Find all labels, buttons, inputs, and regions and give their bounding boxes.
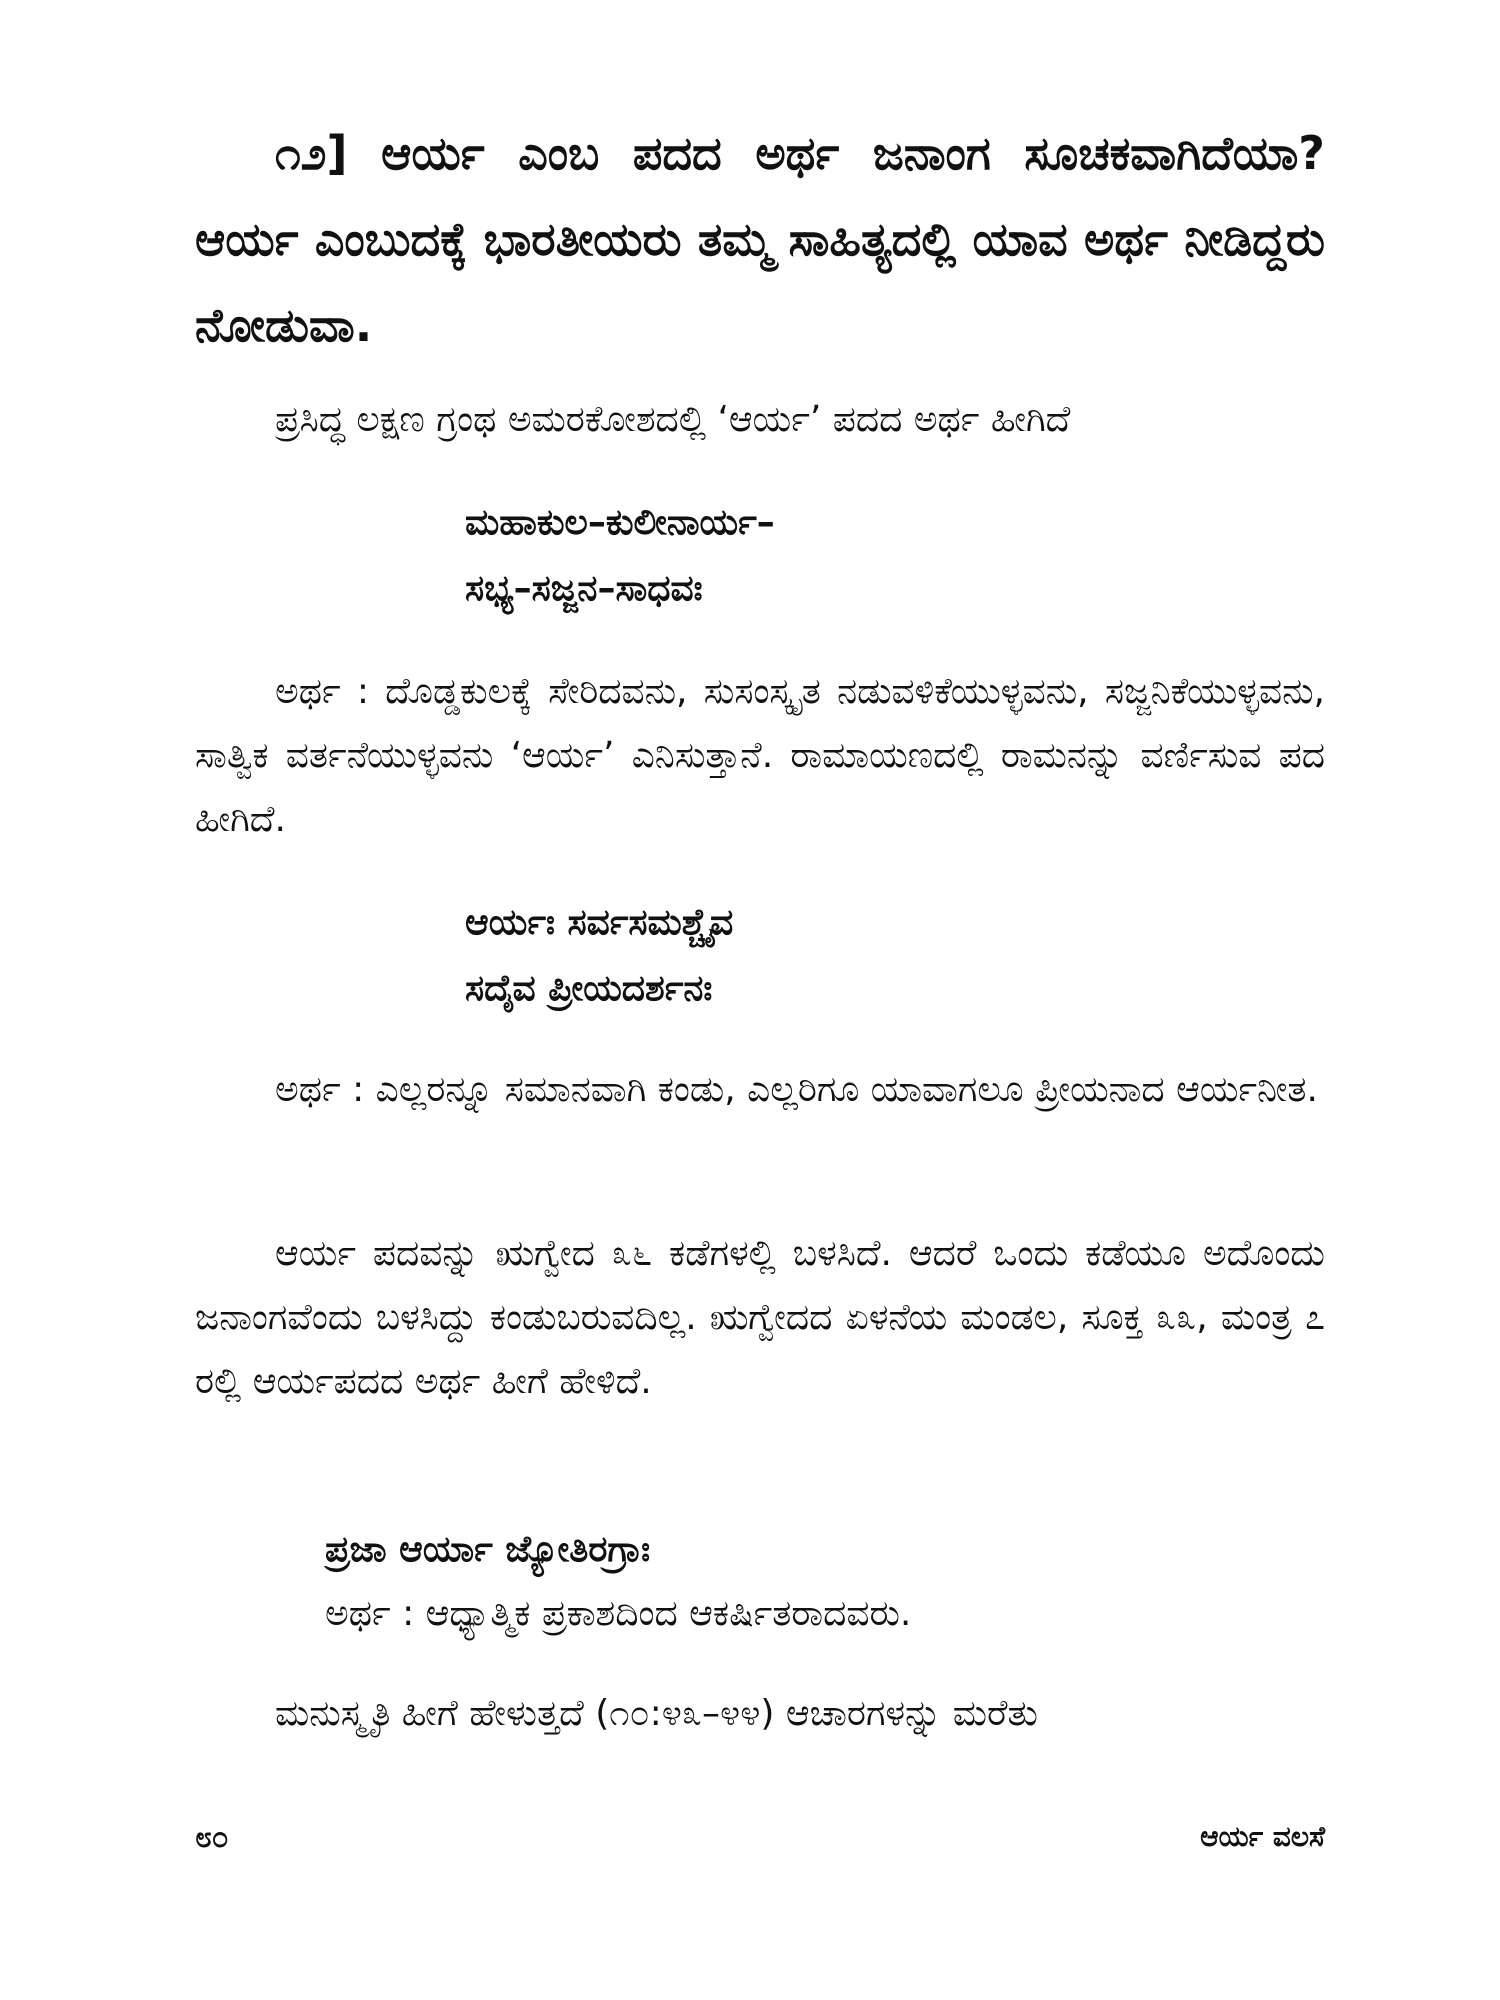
verse-line: ಪ್ರಜಾ ಆರ್ಯಾ ಜ್ಯೋತಿರಗ್ರಾಃ	[325, 1529, 651, 1570]
meaning-paragraph: ಅರ್ಥ : ಎಲ್ಲರನ್ನೂ ಸಮಾನವಾಗಿ ಕಂಡು, ಎಲ್ಲರಿಗೂ ಯಾವಾಗಲೂ ಪ್ರೀಯನಾದ ಆರ್ಯನೀತ.	[275, 1069, 1318, 1110]
page-number: ೮೦	[195, 1820, 229, 1855]
verse-line: ಸಭ್ಯ–ಸಜ್ಜನ–ಸಾಧವಃ	[465, 568, 703, 609]
verse-line: ಸದೈವ ಪ್ರೀಯದರ್ಶನಃ	[465, 968, 713, 1009]
verse-line: ಆರ್ಯಃ ಸರ್ವಸಮಶ್ಚೈವ	[465, 902, 734, 943]
verse-line: ಮಹಾಕುಲ–ಕುಲೀನಾರ್ಯ–	[465, 502, 775, 543]
question-heading: ೧೨] ಆರ್ಯ ಎಂಬ ಪದದ ಅರ್ಥ ಜನಾಂಗ ಸೂಚಕವಾಗಿದೆಯಾ? ಆರ್ಯ ಎಂಬುದಕ್ಕೆ ಭಾರತೀಯರು ತಮ್ಮ ಸಾಹಿತ್ಯದಲ್ಲಿ ಯಾವ ಅರ್ಥ ನೀಡಿದ್ದರು ನೋಡುವಾ.	[195, 126, 1325, 352]
rigveda-verse	[325, 1518, 911, 1646]
amarakosha-verse	[465, 490, 775, 622]
manusmriti-paragraph: ಮನುಸ್ಮೃತಿ ಹೀಗೆ ಹೇಳುತ್ತದೆ (೧೦:೪೩–೪೪) ಆಚಾರಗಳನ್ನು ಮರೆತು	[275, 1693, 1039, 1734]
ramayana-verse	[465, 890, 733, 1022]
verse-meaning: ಅರ್ಥ : ಆಧ್ಯಾತ್ಮಿಕ ಪ್ರಕಾಶದಿಂದ ಆಕರ್ಷಿತರಾದವರು.	[325, 1593, 912, 1634]
intro-paragraph: ಪ್ರಸಿದ್ಧ ಲಕ್ಷಣ ಗ್ರಂಥ ಅಮರಕೋಶದಲ್ಲಿ ‘ಆರ್ಯ’ ಪದದ ಅರ್ಥ ಹೀಗಿದೆ	[275, 399, 1071, 440]
running-title: ಆರ್ಯ ವಲಸೆ	[1200, 1820, 1325, 1853]
meaning-paragraph: ಅರ್ಥ : ದೊಡ್ಡಕುಲಕ್ಕೆ ಸೇರಿದವನು, ಸುಸಂಸ್ಕೃತ ನಡುವಳಿಕೆಯುಳ್ಳವನು, ಸಜ್ಜನಿಕೆಯುಳ್ಳವನು, ಸಾತ್ವಿಕ ವರ್ತನೆಯುಳ್ಳವನು ‘ಆರ್ಯ’ ಎನಿಸುತ್ತಾನೆ. ರಾಮಾಯಣದಲ್ಲಿ ರಾಮನನ್ನು ವರ್ಣಿಸುವ ಪದ ಹೀಗಿದೆ.	[195, 671, 1325, 840]
rigveda-paragraph: ಆರ್ಯ ಪದವನ್ನು ಋಗ್ವೇದ ೩೬ ಕಡೆಗಳಲ್ಲಿ ಬಳಸಿದೆ. ಆದರೆ ಒಂದು ಕಡೆಯೂ ಅದೊಂದು ಜನಾಂಗವೆಂದು ಬಳಸಿದ್ದು ಕಂಡುಬರುವದಿಲ್ಲ. ಋಗ್ವೇದದ ಏಳನೆಯ ಮಂಡಲ, ಸೂಕ್ತ ೩೩, ಮಂತ್ರ ೭ ರಲ್ಲಿ ಆರ್ಯಪದದ ಅರ್ಥ ಹೀಗೆ ಹೇಳಿದೆ.	[195, 1233, 1325, 1402]
